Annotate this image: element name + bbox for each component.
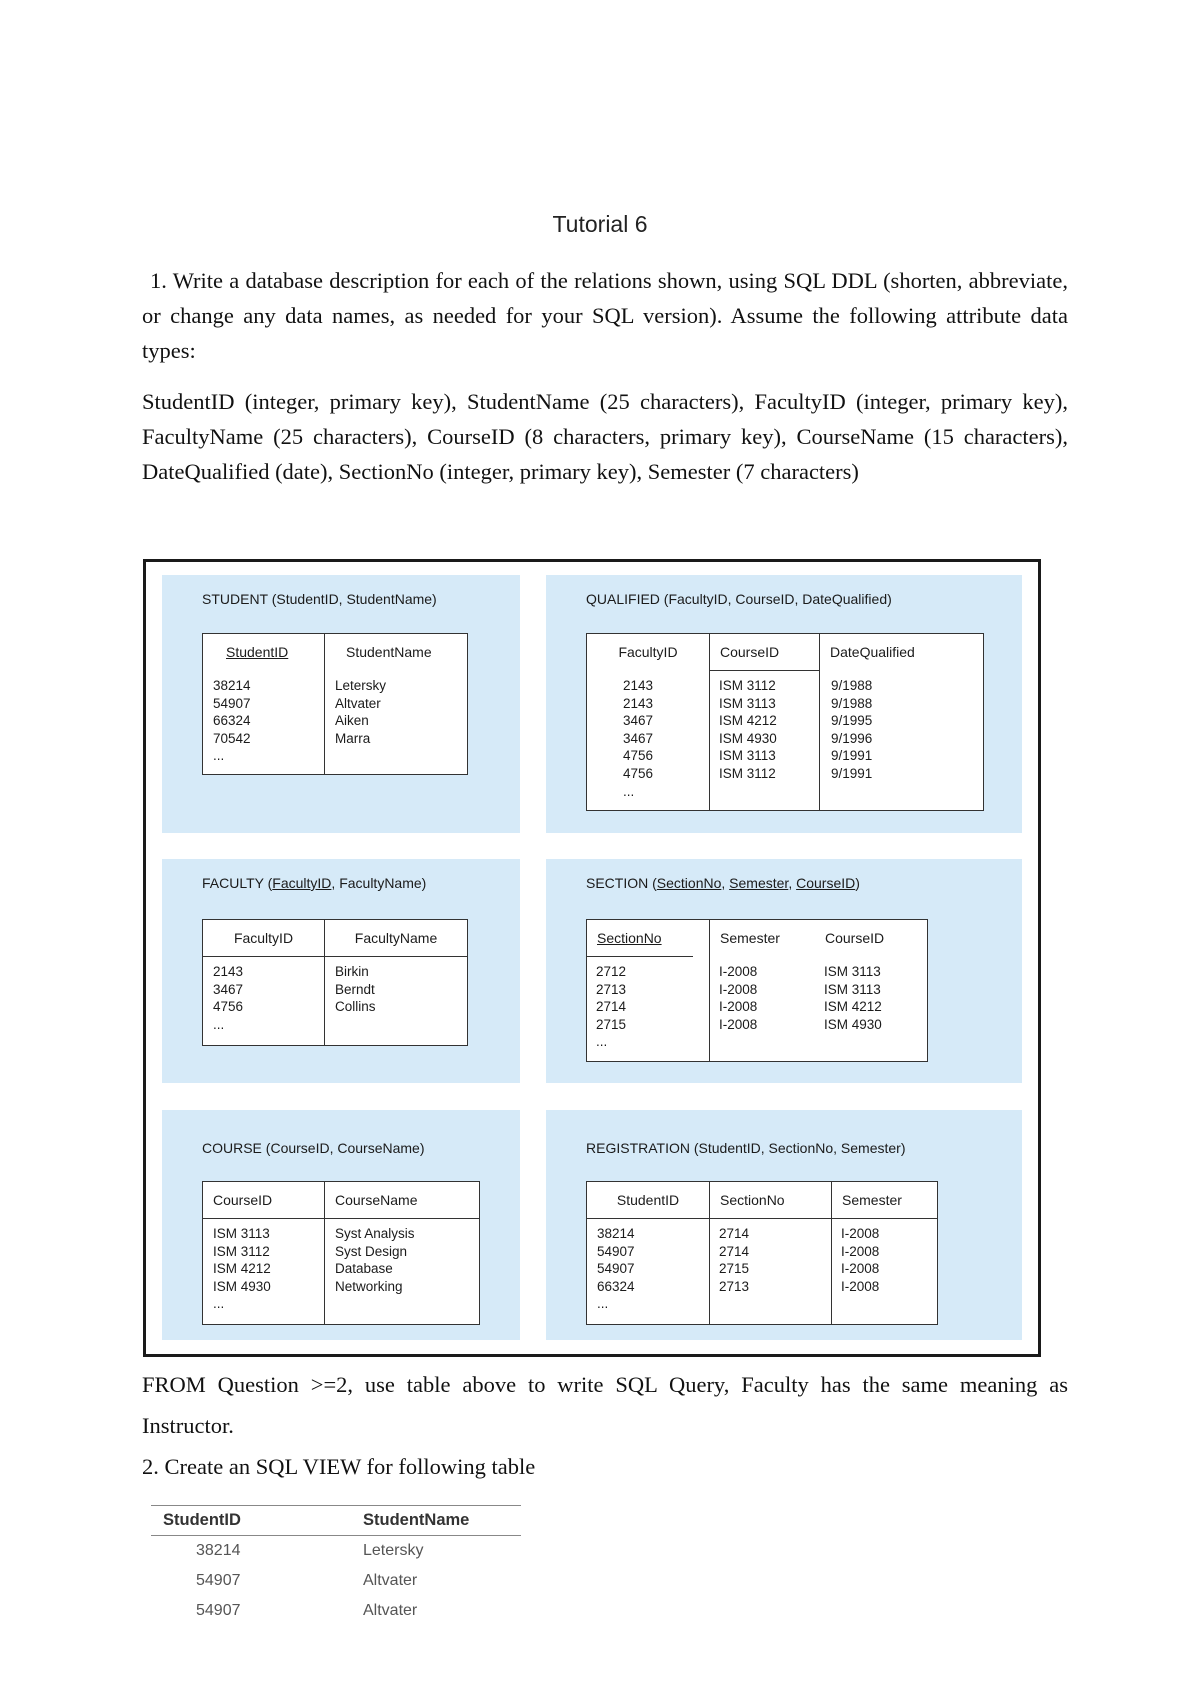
relation-key: CourseID bbox=[796, 875, 856, 891]
relation-attributes: , FacultyName) bbox=[331, 875, 427, 891]
column-header: CourseName bbox=[335, 1192, 418, 1208]
column-header: StudentName bbox=[351, 1506, 521, 1536]
column-header: FacultyID bbox=[618, 644, 678, 660]
section-col-sectionno bbox=[587, 920, 709, 1061]
column-values: Syst Analysis Syst Design Database Networking bbox=[335, 1226, 415, 1294]
relation-attributes: (StudentID, SectionNo, Semester) bbox=[689, 1140, 906, 1156]
section-col-semester-courseid bbox=[709, 920, 927, 1061]
student-panel bbox=[162, 575, 520, 833]
registration-panel bbox=[546, 1110, 1022, 1340]
cell-studentname: Letersky bbox=[363, 1542, 424, 1559]
qualified-table bbox=[586, 633, 984, 811]
qualified-relation-title bbox=[586, 591, 892, 607]
relation-name: STUDENT bbox=[202, 591, 268, 607]
qualified-panel bbox=[546, 575, 1022, 833]
qualified-col-facultyid bbox=[587, 634, 709, 810]
section-relation-title bbox=[586, 875, 860, 891]
table-row bbox=[151, 1566, 521, 1596]
student-col-studentname bbox=[324, 634, 467, 774]
column-header: CourseID bbox=[825, 930, 885, 946]
column-values: 2143 3467 4756 ... bbox=[213, 964, 244, 1032]
column-header: CourseID bbox=[213, 1192, 273, 1208]
registration-relation-title bbox=[586, 1140, 906, 1156]
relation-name: QUALIFIED bbox=[586, 591, 660, 607]
cell-studentname: Altvater bbox=[363, 1602, 418, 1619]
column-values: 2714 2714 2715 2713 bbox=[719, 1226, 750, 1294]
cell-studentname: Altvater bbox=[363, 1572, 418, 1589]
relation-attr-close: ) bbox=[855, 875, 860, 891]
student-table bbox=[202, 633, 468, 775]
relation-name: FACULTY bbox=[202, 875, 264, 891]
section-panel bbox=[546, 859, 1022, 1083]
registration-col-sectionno bbox=[709, 1182, 832, 1324]
column-values: I-2008 I-2008 I-2008 I-2008 bbox=[841, 1226, 880, 1294]
question-1-text: 1. Write a database description for each of the relations shown, using SQL DDL (shorten, abbreviate, or change any data names, as needed for your SQL version). Assume the following attribute data types: bbox=[142, 268, 1068, 363]
column-header: SectionNo bbox=[720, 1192, 785, 1208]
column-values: 38214 54907 54907 66324 ... bbox=[597, 1226, 635, 1312]
course-panel bbox=[162, 1110, 520, 1340]
instruction-note: FROM Question >=2, use table above to write SQL Query, Faculty has the same meaning as Instructor. bbox=[142, 1372, 1068, 1438]
registration-col-semester bbox=[831, 1182, 937, 1324]
column-values: Birkin Berndt Collins bbox=[335, 964, 376, 1015]
relation-name: COURSE bbox=[202, 1140, 262, 1156]
column-values: 2712 2713 2714 2715 ... bbox=[596, 964, 627, 1050]
page-title: Tutorial 6 bbox=[552, 211, 648, 237]
relation-attributes: (FacultyID, CourseID, DateQualified) bbox=[659, 591, 892, 607]
column-header: FacultyID bbox=[233, 930, 294, 946]
relation-name: REGISTRATION bbox=[586, 1140, 690, 1156]
faculty-panel bbox=[162, 859, 520, 1083]
relation-key: Semester bbox=[729, 875, 789, 891]
relations-figure bbox=[143, 559, 1041, 1357]
column-values: 9/1988 9/1988 9/1995 9/1996 9/1991 9/1991 bbox=[831, 678, 873, 781]
column-header: CourseID bbox=[720, 644, 780, 660]
course-col-courseid bbox=[203, 1182, 324, 1324]
column-header: StudentName bbox=[346, 644, 432, 660]
student-relation-title bbox=[202, 591, 437, 607]
relation-attributes: (CourseID, CourseName) bbox=[261, 1140, 425, 1156]
column-values: I-2008 I-2008 I-2008 I-2008 bbox=[719, 964, 758, 1032]
header-rule bbox=[710, 670, 820, 671]
relation-name: SECTION bbox=[586, 875, 649, 891]
column-header: DateQualified bbox=[830, 644, 915, 660]
column-values: ISM 3113 ISM 3112 ISM 4212 ISM 4930 ... bbox=[213, 1226, 271, 1312]
column-values: 38214 54907 66324 70542 ... bbox=[213, 678, 251, 764]
relation-attr-open: ( bbox=[648, 875, 657, 891]
table-header-row bbox=[151, 1506, 521, 1536]
student-col-studentid bbox=[203, 634, 324, 774]
column-header: StudentID bbox=[151, 1506, 351, 1536]
data-types-text: StudentID (integer, primary key), StudentName (25 characters), FacultyID (integer, primary key), FacultyName (25 characters), CourseID (8 characters, primary key), CourseName (15 characters), DateQualified (date), SectionNo (integer, primary key), Semester (7 characters) bbox=[142, 389, 1068, 484]
column-values: ISM 3112 ISM 3113 ISM 4212 ISM 4930 ISM 3113 ISM 3112 bbox=[719, 678, 777, 781]
column-header: Semester bbox=[720, 930, 780, 946]
relation-attr-separator: , bbox=[721, 875, 730, 891]
table-row bbox=[151, 1536, 521, 1567]
header-rule bbox=[325, 1218, 479, 1219]
cell-studentid: 38214 bbox=[196, 1542, 241, 1559]
view-result-table bbox=[151, 1505, 521, 1626]
column-header: StudentID bbox=[616, 1192, 680, 1208]
faculty-col-facultyname bbox=[324, 920, 467, 1045]
relation-attr-open: ( bbox=[263, 875, 273, 891]
course-relation-title bbox=[202, 1140, 425, 1156]
relation-attributes: (StudentID, StudentName) bbox=[267, 591, 437, 607]
course-col-coursename bbox=[324, 1182, 479, 1324]
column-header: Semester bbox=[842, 1192, 902, 1208]
relation-key: FacultyID bbox=[272, 875, 332, 891]
column-header: FacultyName bbox=[354, 930, 438, 946]
course-table bbox=[202, 1181, 480, 1325]
qualified-col-datequalified bbox=[819, 634, 983, 810]
cell-studentid: 54907 bbox=[196, 1572, 241, 1589]
relation-key: SectionNo bbox=[656, 875, 722, 891]
faculty-table bbox=[202, 919, 468, 1046]
faculty-col-facultyid bbox=[203, 920, 324, 1045]
qualified-col-courseid bbox=[709, 634, 820, 810]
faculty-relation-title bbox=[202, 875, 426, 891]
question-2-text: 2. Create an SQL VIEW for following table bbox=[142, 1454, 536, 1479]
section-table bbox=[586, 919, 928, 1062]
column-header: StudentID bbox=[226, 644, 289, 660]
header-rule bbox=[587, 956, 693, 957]
column-values: 2143 2143 3467 3467 4756 4756 ... bbox=[623, 678, 654, 799]
registration-col-studentid bbox=[587, 1182, 709, 1324]
header-rule bbox=[203, 1218, 324, 1219]
cell-studentid: 54907 bbox=[196, 1602, 241, 1619]
column-values: Letersky Altvater Aiken Marra bbox=[335, 678, 387, 746]
table-row bbox=[151, 1596, 521, 1626]
column-header: SectionNo bbox=[597, 930, 662, 946]
relation-attr-separator: , bbox=[788, 875, 797, 891]
column-values: ISM 3113 ISM 3113 ISM 4212 ISM 4930 bbox=[824, 964, 882, 1032]
registration-table bbox=[586, 1181, 938, 1325]
